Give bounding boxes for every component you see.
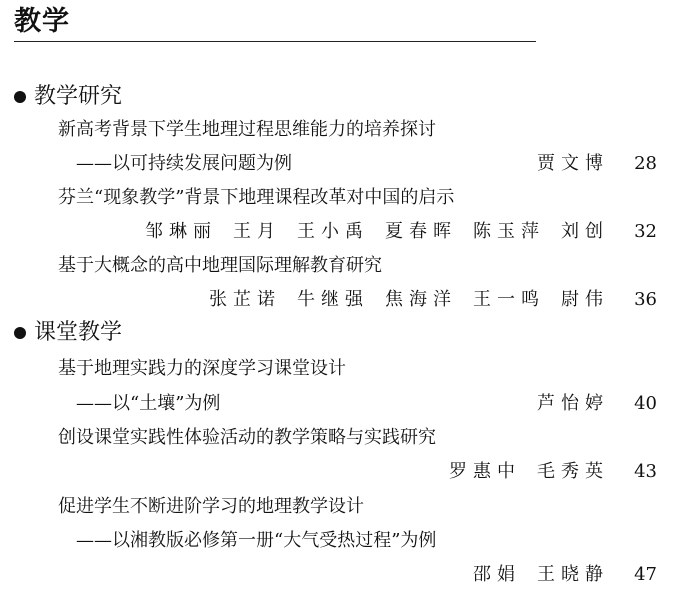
entry-byline bbox=[457, 562, 657, 588]
entry-title: 基于地理实践力的深度学习课堂设计 bbox=[58, 358, 346, 379]
category-label: 课堂教学 bbox=[34, 320, 123, 345]
author-list bbox=[521, 151, 609, 177]
entry-byline bbox=[433, 459, 657, 485]
title-divider bbox=[14, 41, 536, 42]
page-number: 32 bbox=[634, 221, 657, 242]
author-name: 牛继强 bbox=[297, 289, 369, 310]
author-name: 刘创 bbox=[561, 221, 609, 242]
author-list bbox=[433, 459, 609, 485]
entry-title: 促进学生不断进阶学习的地理教学设计 bbox=[58, 496, 364, 517]
author-list bbox=[457, 562, 609, 588]
section-title: 教学 bbox=[14, 6, 70, 37]
author-name: 芦怡婷 bbox=[537, 393, 609, 414]
bullet-icon bbox=[14, 91, 26, 103]
entry-byline bbox=[521, 391, 657, 417]
category-label: 教学研究 bbox=[34, 84, 123, 109]
author-list bbox=[129, 219, 609, 245]
entry-byline bbox=[193, 287, 657, 313]
entry-subtitle: ——以湘教版必修第一册“大气受热过程”为例 bbox=[76, 530, 437, 551]
author-list bbox=[193, 287, 609, 313]
author-list bbox=[521, 391, 609, 417]
author-name: 邵娟 bbox=[473, 564, 521, 585]
author-name: 夏春晖 bbox=[385, 221, 457, 242]
author-name: 王晓静 bbox=[537, 564, 609, 585]
page-number: 40 bbox=[634, 393, 657, 414]
page-number: 28 bbox=[634, 153, 657, 174]
entry-title: 创设课堂实践性体验活动的教学策略与实践研究 bbox=[58, 427, 436, 448]
page-number: 36 bbox=[634, 289, 657, 310]
author-name: 罗惠中 bbox=[449, 461, 521, 482]
entry-title: 芬兰“现象教学”背景下地理课程改革对中国的启示 bbox=[58, 187, 455, 208]
author-name: 王小禹 bbox=[297, 221, 369, 242]
page-number: 43 bbox=[634, 461, 657, 482]
author-name: 王一鸣 bbox=[473, 289, 545, 310]
author-name: 张芷诺 bbox=[209, 289, 281, 310]
author-name: 焦海洋 bbox=[385, 289, 457, 310]
author-name: 邹琳丽 bbox=[145, 221, 217, 242]
entry-title: 基于大概念的高中地理国际理解教育研究 bbox=[58, 255, 382, 276]
author-name: 王月 bbox=[233, 221, 281, 242]
author-name: 毛秀英 bbox=[537, 461, 609, 482]
category-heading bbox=[14, 82, 122, 112]
bullet-icon bbox=[14, 327, 26, 339]
category-heading bbox=[14, 318, 122, 348]
page-number: 47 bbox=[634, 564, 657, 585]
entry-subtitle: ——以可持续发展问题为例 bbox=[76, 153, 292, 174]
entry-byline bbox=[129, 219, 657, 245]
author-name: 尉伟 bbox=[561, 289, 609, 310]
entry-title: 新高考背景下学生地理过程思维能力的培养探讨 bbox=[58, 119, 436, 140]
entry-byline bbox=[521, 151, 657, 177]
author-name: 贾文博 bbox=[537, 153, 609, 174]
author-name: 陈玉萍 bbox=[473, 221, 545, 242]
entry-subtitle: ——以“土壤”为例 bbox=[76, 393, 221, 414]
